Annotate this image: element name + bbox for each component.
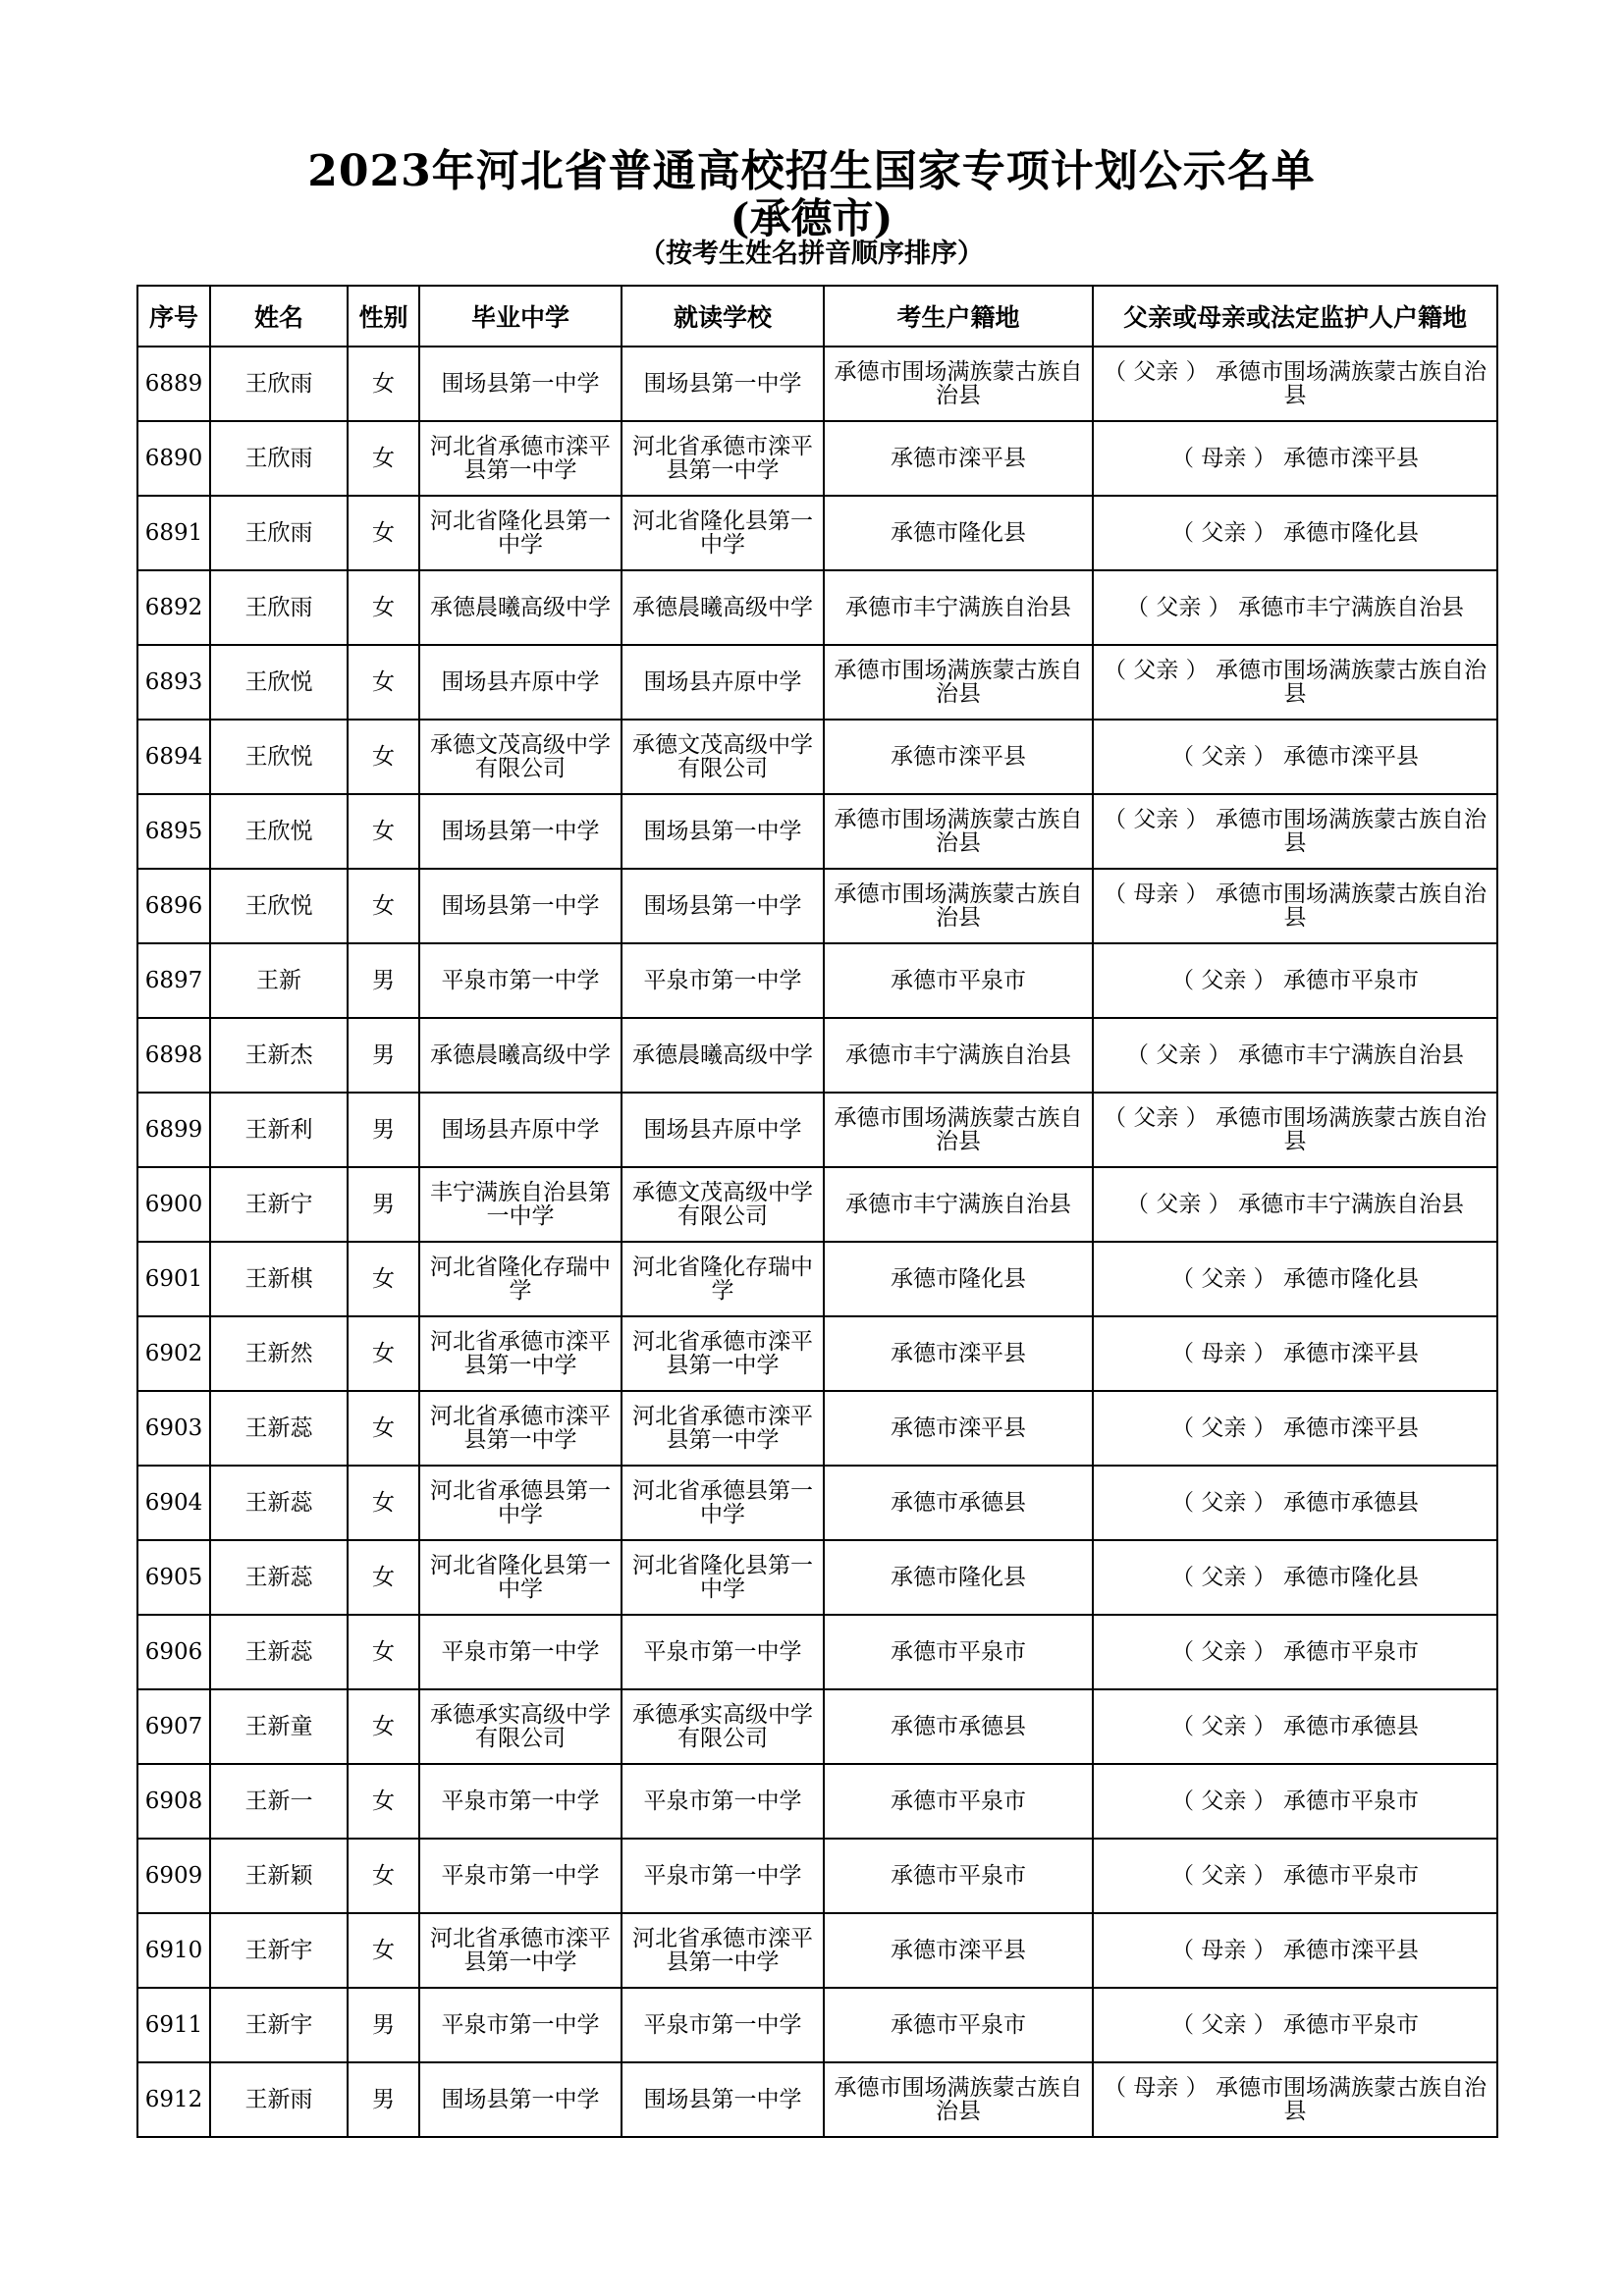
cell-gender: 男 bbox=[348, 2062, 419, 2137]
cell-current-school: 围场县卉原中学 bbox=[622, 645, 824, 720]
cell-student-residence: 承德市围场满族蒙古族自治县 bbox=[824, 347, 1093, 421]
cell-gender: 女 bbox=[348, 869, 419, 943]
cell-name: 王欣悦 bbox=[210, 645, 348, 720]
cell-guardian-residence: （ 父亲 ） 承德市承德县 bbox=[1093, 1466, 1497, 1540]
cell-name: 王新 bbox=[210, 943, 348, 1018]
cell-index: 6906 bbox=[137, 1615, 210, 1689]
col-header-graduated-school: 毕业中学 bbox=[419, 286, 622, 347]
sort-note: （按考生姓名拼音顺序排序） bbox=[639, 239, 984, 269]
cell-guardian-residence: （ 母亲 ） 承德市滦平县 bbox=[1093, 421, 1497, 496]
cell-guardian-residence: （ 父亲 ） 承德市滦平县 bbox=[1093, 720, 1497, 794]
cell-guardian-residence: （ 父亲 ） 承德市平泉市 bbox=[1093, 1839, 1497, 1913]
cell-name: 王欣悦 bbox=[210, 720, 348, 794]
cell-student-residence: 承德市滦平县 bbox=[824, 1391, 1093, 1466]
table-row bbox=[137, 1167, 1497, 1242]
cell-graduated-school: 河北省隆化存瑞中学 bbox=[419, 1242, 622, 1316]
cell-index: 6904 bbox=[137, 1466, 210, 1540]
cell-gender: 女 bbox=[348, 794, 419, 869]
cell-student-residence: 承德市平泉市 bbox=[824, 1764, 1093, 1839]
cell-index: 6909 bbox=[137, 1839, 210, 1913]
cell-graduated-school: 围场县第一中学 bbox=[419, 869, 622, 943]
cell-student-residence: 承德市围场满族蒙古族自治县 bbox=[824, 869, 1093, 943]
cell-name: 王新雨 bbox=[210, 2062, 348, 2137]
cell-current-school: 河北省承德市滦平县第一中学 bbox=[622, 1391, 824, 1466]
table-row bbox=[137, 2062, 1497, 2137]
cell-guardian-residence: （ 父亲 ） 承德市承德县 bbox=[1093, 1689, 1497, 1764]
cell-student-residence: 承德市丰宁满族自治县 bbox=[824, 570, 1093, 645]
table-header-row bbox=[137, 286, 1497, 347]
cell-index: 6899 bbox=[137, 1093, 210, 1167]
cell-graduated-school: 平泉市第一中学 bbox=[419, 1764, 622, 1839]
cell-graduated-school: 河北省隆化县第一中学 bbox=[419, 496, 622, 570]
cell-student-residence: 承德市围场满族蒙古族自治县 bbox=[824, 1093, 1093, 1167]
cell-index: 6889 bbox=[137, 347, 210, 421]
cell-graduated-school: 围场县卉原中学 bbox=[419, 645, 622, 720]
roster-table bbox=[136, 285, 1498, 2138]
cell-student-residence: 承德市围场满族蒙古族自治县 bbox=[824, 2062, 1093, 2137]
cell-gender: 女 bbox=[348, 1466, 419, 1540]
cell-index: 6892 bbox=[137, 570, 210, 645]
cell-name: 王新宇 bbox=[210, 1913, 348, 1988]
cell-gender: 女 bbox=[348, 496, 419, 570]
cell-graduated-school: 围场县卉原中学 bbox=[419, 1093, 622, 1167]
cell-name: 王新然 bbox=[210, 1316, 348, 1391]
page-title: 2023年河北省普通高校招生国家专项计划公示名单 bbox=[307, 146, 1316, 196]
col-header-student-residence: 考生户籍地 bbox=[824, 286, 1093, 347]
cell-index: 6891 bbox=[137, 496, 210, 570]
cell-guardian-residence: （ 父亲 ） 承德市平泉市 bbox=[1093, 1764, 1497, 1839]
cell-gender: 女 bbox=[348, 1913, 419, 1988]
cell-gender: 女 bbox=[348, 421, 419, 496]
cell-index: 6893 bbox=[137, 645, 210, 720]
cell-gender: 女 bbox=[348, 347, 419, 421]
cell-name: 王新棋 bbox=[210, 1242, 348, 1316]
cell-guardian-residence: （ 父亲 ） 承德市围场满族蒙古族自治县 bbox=[1093, 794, 1497, 869]
cell-name: 王新一 bbox=[210, 1764, 348, 1839]
cell-guardian-residence: （ 父亲 ） 承德市丰宁满族自治县 bbox=[1093, 1018, 1497, 1093]
cell-student-residence: 承德市围场满族蒙古族自治县 bbox=[824, 794, 1093, 869]
cell-index: 6896 bbox=[137, 869, 210, 943]
cell-graduated-school: 围场县第一中学 bbox=[419, 794, 622, 869]
cell-name: 王欣雨 bbox=[210, 421, 348, 496]
cell-gender: 女 bbox=[348, 720, 419, 794]
cell-current-school: 承德晨曦高级中学 bbox=[622, 570, 824, 645]
cell-graduated-school: 承德承实高级中学有限公司 bbox=[419, 1689, 622, 1764]
cell-current-school: 河北省承德市滦平县第一中学 bbox=[622, 421, 824, 496]
cell-current-school: 河北省隆化县第一中学 bbox=[622, 496, 824, 570]
table-row bbox=[137, 645, 1497, 720]
cell-name: 王新颖 bbox=[210, 1839, 348, 1913]
cell-current-school: 河北省承德县第一中学 bbox=[622, 1466, 824, 1540]
cell-name: 王欣雨 bbox=[210, 496, 348, 570]
cell-current-school: 平泉市第一中学 bbox=[622, 1764, 824, 1839]
cell-gender: 女 bbox=[348, 1242, 419, 1316]
cell-graduated-school: 围场县第一中学 bbox=[419, 2062, 622, 2137]
page-subtitle: (承德市) bbox=[730, 194, 893, 242]
cell-index: 6912 bbox=[137, 2062, 210, 2137]
cell-guardian-residence: （ 父亲 ） 承德市围场满族蒙古族自治县 bbox=[1093, 347, 1497, 421]
table-row bbox=[137, 1764, 1497, 1839]
table-row bbox=[137, 496, 1497, 570]
cell-guardian-residence: （ 母亲 ） 承德市滦平县 bbox=[1093, 1913, 1497, 1988]
table-row bbox=[137, 1093, 1497, 1167]
table-row bbox=[137, 1615, 1497, 1689]
cell-guardian-residence: （ 父亲 ） 承德市平泉市 bbox=[1093, 943, 1497, 1018]
cell-index: 6903 bbox=[137, 1391, 210, 1466]
cell-student-residence: 承德市平泉市 bbox=[824, 1839, 1093, 1913]
cell-current-school: 围场县第一中学 bbox=[622, 869, 824, 943]
table-row bbox=[137, 1242, 1497, 1316]
cell-index: 6902 bbox=[137, 1316, 210, 1391]
cell-graduated-school: 丰宁满族自治县第一中学 bbox=[419, 1167, 622, 1242]
cell-guardian-residence: （ 母亲 ） 承德市围场满族蒙古族自治县 bbox=[1093, 869, 1497, 943]
cell-gender: 女 bbox=[348, 1764, 419, 1839]
cell-gender: 女 bbox=[348, 1839, 419, 1913]
cell-student-residence: 承德市隆化县 bbox=[824, 1540, 1093, 1615]
cell-name: 王新利 bbox=[210, 1093, 348, 1167]
cell-current-school: 承德文茂高级中学有限公司 bbox=[622, 720, 824, 794]
cell-gender: 女 bbox=[348, 645, 419, 720]
cell-name: 王新蕊 bbox=[210, 1391, 348, 1466]
cell-index: 6900 bbox=[137, 1167, 210, 1242]
cell-current-school: 围场县第一中学 bbox=[622, 347, 824, 421]
cell-index: 6910 bbox=[137, 1913, 210, 1988]
cell-index: 6907 bbox=[137, 1689, 210, 1764]
cell-current-school: 承德承实高级中学有限公司 bbox=[622, 1689, 824, 1764]
cell-student-residence: 承德市承德县 bbox=[824, 1689, 1093, 1764]
cell-current-school: 承德晨曦高级中学 bbox=[622, 1018, 824, 1093]
table-body bbox=[137, 347, 1497, 2137]
cell-student-residence: 承德市滦平县 bbox=[824, 720, 1093, 794]
cell-gender: 女 bbox=[348, 1316, 419, 1391]
cell-graduated-school: 河北省承德市滦平县第一中学 bbox=[419, 1391, 622, 1466]
cell-guardian-residence: （ 父亲 ） 承德市围场满族蒙古族自治县 bbox=[1093, 1093, 1497, 1167]
table-row bbox=[137, 1839, 1497, 1913]
cell-guardian-residence: （ 父亲 ） 承德市滦平县 bbox=[1093, 1391, 1497, 1466]
cell-student-residence: 承德市承德县 bbox=[824, 1466, 1093, 1540]
cell-index: 6905 bbox=[137, 1540, 210, 1615]
cell-graduated-school: 河北省承德市滦平县第一中学 bbox=[419, 421, 622, 496]
cell-student-residence: 承德市平泉市 bbox=[824, 1615, 1093, 1689]
cell-student-residence: 承德市隆化县 bbox=[824, 496, 1093, 570]
table-row bbox=[137, 570, 1497, 645]
cell-current-school: 围场县第一中学 bbox=[622, 794, 824, 869]
cell-name: 王欣雨 bbox=[210, 347, 348, 421]
col-header-name: 姓名 bbox=[210, 286, 348, 347]
cell-current-school: 平泉市第一中学 bbox=[622, 1615, 824, 1689]
cell-guardian-residence: （ 父亲 ） 承德市隆化县 bbox=[1093, 1540, 1497, 1615]
cell-name: 王新杰 bbox=[210, 1018, 348, 1093]
cell-current-school: 承德文茂高级中学有限公司 bbox=[622, 1167, 824, 1242]
table-row bbox=[137, 1316, 1497, 1391]
table-row bbox=[137, 347, 1497, 421]
col-header-current-school: 就读学校 bbox=[622, 286, 824, 347]
table-row bbox=[137, 1391, 1497, 1466]
cell-guardian-residence: （ 父亲 ） 承德市平泉市 bbox=[1093, 1988, 1497, 2062]
table-row bbox=[137, 869, 1497, 943]
cell-index: 6890 bbox=[137, 421, 210, 496]
cell-name: 王欣雨 bbox=[210, 570, 348, 645]
table-row bbox=[137, 421, 1497, 496]
cell-guardian-residence: （ 父亲 ） 承德市隆化县 bbox=[1093, 496, 1497, 570]
cell-student-residence: 承德市平泉市 bbox=[824, 943, 1093, 1018]
cell-gender: 男 bbox=[348, 943, 419, 1018]
cell-graduated-school: 河北省承德市滦平县第一中学 bbox=[419, 1316, 622, 1391]
cell-current-school: 围场县第一中学 bbox=[622, 2062, 824, 2137]
cell-guardian-residence: （ 父亲 ） 承德市隆化县 bbox=[1093, 1242, 1497, 1316]
cell-gender: 男 bbox=[348, 1093, 419, 1167]
cell-gender: 女 bbox=[348, 1540, 419, 1615]
cell-current-school: 平泉市第一中学 bbox=[622, 943, 824, 1018]
cell-guardian-residence: （ 母亲 ） 承德市围场满族蒙古族自治县 bbox=[1093, 2062, 1497, 2137]
col-header-guardian-residence: 父亲或母亲或法定监护人户籍地 bbox=[1093, 286, 1497, 347]
cell-graduated-school: 承德晨曦高级中学 bbox=[419, 570, 622, 645]
cell-student-residence: 承德市丰宁满族自治县 bbox=[824, 1018, 1093, 1093]
cell-index: 6908 bbox=[137, 1764, 210, 1839]
table-row bbox=[137, 1466, 1497, 1540]
cell-gender: 男 bbox=[348, 1167, 419, 1242]
cell-graduated-school: 河北省承德市滦平县第一中学 bbox=[419, 1913, 622, 1988]
cell-gender: 女 bbox=[348, 570, 419, 645]
col-header-index: 序号 bbox=[137, 286, 210, 347]
cell-name: 王新蕊 bbox=[210, 1466, 348, 1540]
cell-name: 王新童 bbox=[210, 1689, 348, 1764]
cell-name: 王新蕊 bbox=[210, 1540, 348, 1615]
cell-graduated-school: 河北省承德县第一中学 bbox=[419, 1466, 622, 1540]
cell-gender: 女 bbox=[348, 1689, 419, 1764]
cell-index: 6911 bbox=[137, 1988, 210, 2062]
table-row bbox=[137, 1018, 1497, 1093]
cell-graduated-school: 承德文茂高级中学有限公司 bbox=[419, 720, 622, 794]
cell-index: 6897 bbox=[137, 943, 210, 1018]
cell-guardian-residence: （ 父亲 ） 承德市围场满族蒙古族自治县 bbox=[1093, 645, 1497, 720]
cell-name: 王欣悦 bbox=[210, 794, 348, 869]
cell-current-school: 平泉市第一中学 bbox=[622, 1839, 824, 1913]
cell-guardian-residence: （ 母亲 ） 承德市滦平县 bbox=[1093, 1316, 1497, 1391]
cell-student-residence: 承德市丰宁满族自治县 bbox=[824, 1167, 1093, 1242]
cell-current-school: 河北省隆化存瑞中学 bbox=[622, 1242, 824, 1316]
cell-graduated-school: 河北省隆化县第一中学 bbox=[419, 1540, 622, 1615]
cell-gender: 女 bbox=[348, 1391, 419, 1466]
cell-graduated-school: 围场县第一中学 bbox=[419, 347, 622, 421]
cell-name: 王新蕊 bbox=[210, 1615, 348, 1689]
table-row bbox=[137, 1913, 1497, 1988]
cell-current-school: 河北省承德市滦平县第一中学 bbox=[622, 1913, 824, 1988]
cell-student-residence: 承德市平泉市 bbox=[824, 1988, 1093, 2062]
cell-student-residence: 承德市滦平县 bbox=[824, 1316, 1093, 1391]
table-row bbox=[137, 1988, 1497, 2062]
cell-graduated-school: 平泉市第一中学 bbox=[419, 943, 622, 1018]
cell-current-school: 围场县卉原中学 bbox=[622, 1093, 824, 1167]
cell-graduated-school: 承德晨曦高级中学 bbox=[419, 1018, 622, 1093]
cell-guardian-residence: （ 父亲 ） 承德市丰宁满族自治县 bbox=[1093, 1167, 1497, 1242]
cell-index: 6895 bbox=[137, 794, 210, 869]
cell-gender: 男 bbox=[348, 1018, 419, 1093]
cell-student-residence: 承德市滦平县 bbox=[824, 1913, 1093, 1988]
cell-name: 王新宁 bbox=[210, 1167, 348, 1242]
cell-current-school: 平泉市第一中学 bbox=[622, 1988, 824, 2062]
table-row bbox=[137, 794, 1497, 869]
cell-guardian-residence: （ 父亲 ） 承德市丰宁满族自治县 bbox=[1093, 570, 1497, 645]
cell-current-school: 河北省隆化县第一中学 bbox=[622, 1540, 824, 1615]
cell-student-residence: 承德市隆化县 bbox=[824, 1242, 1093, 1316]
cell-current-school: 河北省承德市滦平县第一中学 bbox=[622, 1316, 824, 1391]
cell-gender: 女 bbox=[348, 1615, 419, 1689]
cell-guardian-residence: （ 父亲 ） 承德市平泉市 bbox=[1093, 1615, 1497, 1689]
col-header-gender: 性别 bbox=[348, 286, 419, 347]
table-row bbox=[137, 943, 1497, 1018]
cell-index: 6898 bbox=[137, 1018, 210, 1093]
cell-name: 王欣悦 bbox=[210, 869, 348, 943]
cell-graduated-school: 平泉市第一中学 bbox=[419, 1839, 622, 1913]
cell-graduated-school: 平泉市第一中学 bbox=[419, 1615, 622, 1689]
cell-graduated-school: 平泉市第一中学 bbox=[419, 1988, 622, 2062]
cell-student-residence: 承德市滦平县 bbox=[824, 421, 1093, 496]
table-row bbox=[137, 1540, 1497, 1615]
table-row bbox=[137, 720, 1497, 794]
cell-index: 6901 bbox=[137, 1242, 210, 1316]
cell-name: 王新宇 bbox=[210, 1988, 348, 2062]
cell-index: 6894 bbox=[137, 720, 210, 794]
table-row bbox=[137, 1689, 1497, 1764]
cell-student-residence: 承德市围场满族蒙古族自治县 bbox=[824, 645, 1093, 720]
cell-gender: 男 bbox=[348, 1988, 419, 2062]
